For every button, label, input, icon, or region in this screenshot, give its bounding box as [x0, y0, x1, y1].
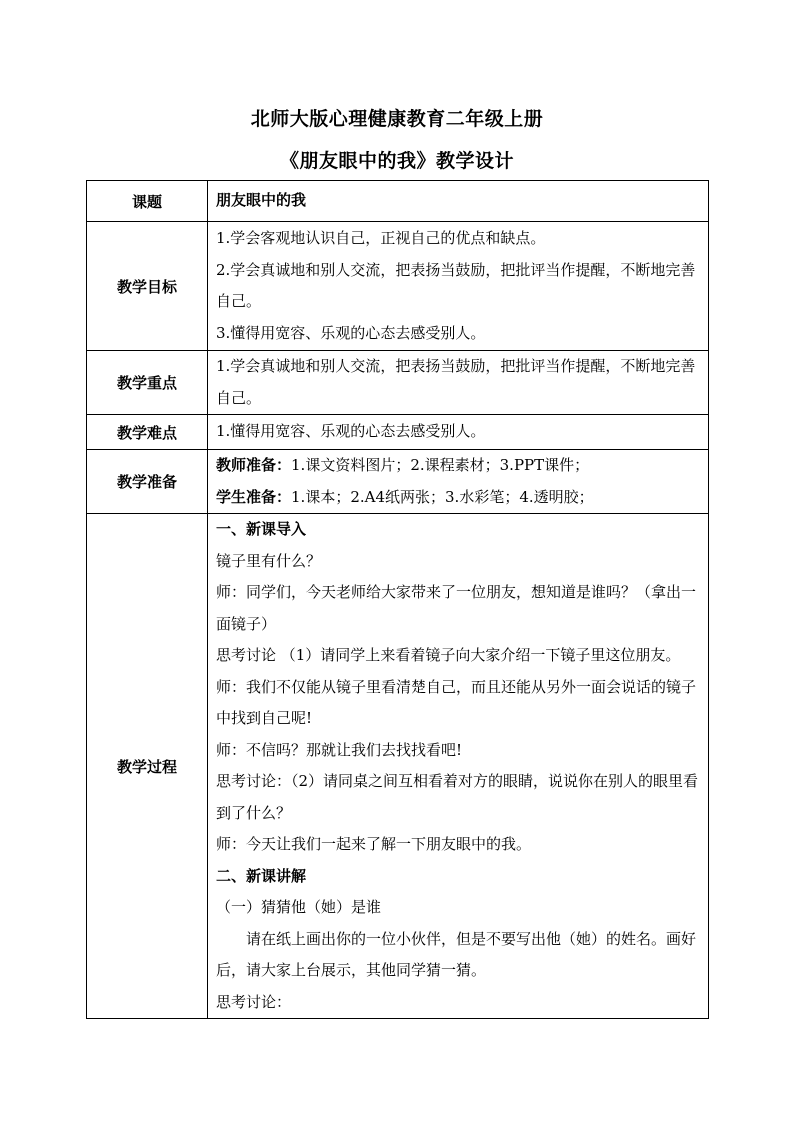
section-heading-intro: 一、新课导入 [216, 520, 307, 538]
topic-value: 朋友眼中的我 [208, 181, 709, 222]
goals-content [208, 222, 709, 351]
process-paragraph-5: 师：不信吗？那就让我们去找找看吧! [216, 740, 463, 759]
document-title: 北师大版心理健康教育二年级上册 [250, 108, 544, 130]
table-row-process [87, 514, 709, 1019]
section-heading-lecture: 二、新课讲解 [216, 866, 307, 885]
difficulties-label: 教学难点 [87, 415, 208, 450]
goal-item-3: 3.懂得用宽容、乐观的心态去感受别人。 [216, 323, 486, 342]
goal-item-2: 2.学会真诚地和别人交流，把表扬当鼓励，把批评当作提醒，不断地完善自己。 [216, 260, 696, 310]
process-paragraph-9: 思考讨论： [216, 992, 292, 1011]
teacher-preparation [216, 450, 702, 482]
table-row-difficulties [87, 415, 709, 450]
student-preparation-label: 学生准备： [216, 487, 292, 506]
difficulties-content [208, 415, 709, 450]
process-paragraph-4: 师：我们不仅能从镜子里看清楚自己，而且还能从另外一面会说话的镜子中找到自己呢! [216, 677, 697, 727]
key-point-item-1: 1.学会真诚地和别人交流，把表扬当鼓励，把批评当作提醒，不断地完善自己。 [216, 357, 696, 407]
process-paragraph-7: 师：今天让我们一起来了解一下朋友眼中的我。 [216, 835, 532, 853]
process-paragraph-3: 思考讨论 （1）请同学上来看着镜子向大家介绍一下镜子里这位朋友。 [216, 646, 681, 664]
goal-item-1: 1.学会客观地认识自己，正视自己的优点和缺点。 [216, 229, 546, 247]
goals-label: 教学目标 [87, 222, 208, 351]
student-preparation-text: 1.课本；2.A4纸两张；3.水彩笔；4.透明胶； [291, 487, 594, 506]
process-paragraph-1: 镜子里有什么？ [216, 551, 322, 570]
student-preparation [216, 482, 702, 514]
table-row-key-points [87, 351, 709, 415]
difficulty-item-1: 1.懂得用宽容、乐观的心态去感受别人。 [216, 422, 486, 441]
topic-label: 课题 [87, 181, 208, 222]
table-row-preparation [87, 450, 709, 514]
process-content [208, 514, 709, 1019]
process-paragraph-2: 师：同学们，今天老师给大家带来了一位朋友，想知道是谁吗？（拿出一面镜子） [216, 583, 697, 633]
teacher-preparation-label: 教师准备： [216, 456, 292, 474]
teacher-preparation-text: 1.课文资料图片；2.课程素材；3.PPT课件； [291, 456, 590, 474]
table-row-topic [87, 181, 709, 222]
preparation-content [208, 450, 709, 514]
lesson-plan-table [86, 180, 709, 1019]
process-paragraph-8: 请在纸上画出你的一位小伙伴，但是不要写出他（她）的姓名。画好后，请大家上台展示，其他同学猜一猜。 [216, 929, 697, 979]
key-points-content [208, 351, 709, 415]
document-subtitle: 《朋友眼中的我》教学设计 [279, 150, 514, 172]
process-paragraph-6: 思考讨论：（2）请同桌之间互相看着对方的眼睛，说说你在别人的眼里看到了什么？ [216, 772, 699, 822]
process-label: 教学过程 [87, 514, 208, 1019]
key-points-label: 教学重点 [87, 351, 208, 415]
table-row-goals [87, 222, 709, 351]
preparation-label: 教学准备 [87, 450, 208, 514]
subsection-heading-guess: （一）猜猜他（她）是谁 [216, 898, 382, 916]
